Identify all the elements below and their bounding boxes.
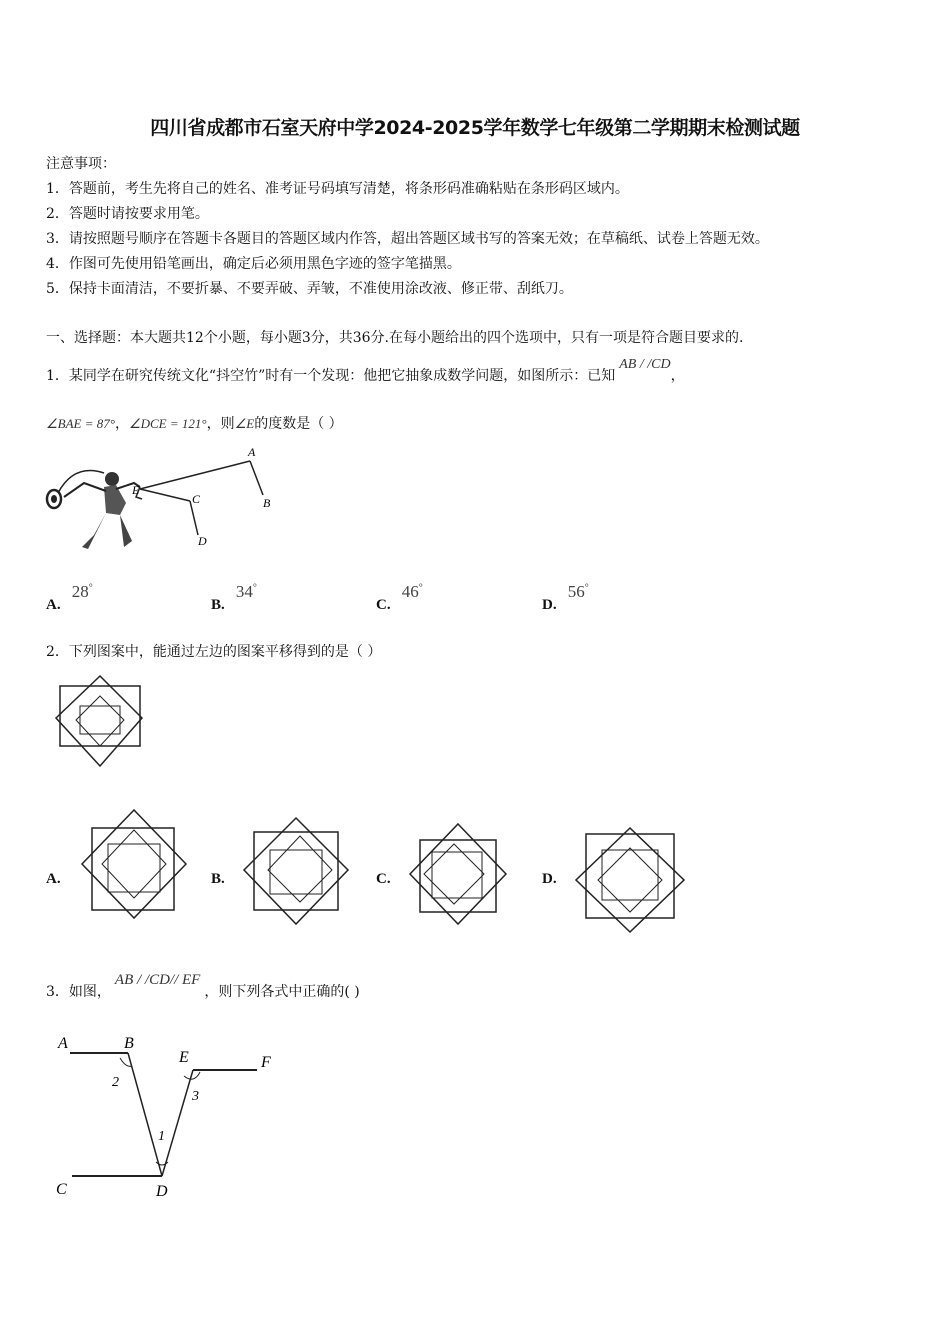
label-d: D: [156, 1183, 168, 1200]
label-b: B: [263, 496, 271, 510]
angle-3-label: 3: [192, 1089, 199, 1104]
math-parallel: AB / /CD: [619, 357, 671, 372]
label-b: B: [124, 1035, 134, 1052]
question-1-line-1: [46, 357, 685, 385]
label-c: C: [192, 492, 201, 506]
option-value: 34°: [235, 582, 257, 601]
question-1-line-2: [46, 413, 343, 433]
math-angle-dce: ∠DCE = 121°: [128, 416, 207, 431]
q2-option-a[interactable]: A.: [46, 871, 61, 887]
q1-option-a[interactable]: [46, 582, 93, 614]
math-angle-bae: ∠BAE = 87°: [46, 416, 115, 431]
q2-option-b-pattern: [240, 814, 356, 930]
q1-option-c[interactable]: [376, 582, 423, 614]
label-e: E: [179, 1049, 189, 1066]
q2-option-d-pattern: [570, 826, 690, 938]
option-value: 56°: [567, 582, 589, 601]
q1-comma: ，: [670, 368, 685, 384]
option-value: 28°: [71, 582, 93, 601]
note-item: 4．作图可先使用铅笔画出，确定后必须用黑色字迹的签字笔描黑。: [46, 256, 461, 272]
label-d: D: [198, 534, 207, 548]
question-3-text-b: ，则下列各式中正确的( ): [204, 984, 360, 1000]
section-heading: 一、选择题：本大题共12个小题，每小题3分，共36分.在每小题给出的四个选项中，只有一项是符合题目要求的.: [46, 330, 744, 346]
q2-option-d[interactable]: D.: [542, 871, 557, 887]
option-letter: B.: [211, 597, 225, 613]
label-a: A: [58, 1035, 68, 1052]
q1-sep: ，: [114, 416, 129, 432]
q1-then: ，则: [206, 416, 235, 432]
option-letter: A.: [46, 597, 61, 613]
question-3-text-a: 3．如图，: [46, 984, 111, 1000]
angle-2-label: 2: [112, 1075, 119, 1090]
q2-source-pattern: [46, 672, 156, 772]
q1-end: 的度数是（ ）: [254, 416, 343, 432]
question-1-text: 1．某同学在研究传统文化“抖空竹”时有一个发现：他把它抽象成数学问题，如图所示：已知: [46, 368, 616, 384]
note-item: 2．答题时请按要求用笔。: [46, 206, 209, 222]
math-parallel-3: AB / /CD// EF: [114, 972, 201, 988]
notes-heading: 注意事项：: [46, 156, 116, 172]
question-3-line: [46, 972, 360, 1001]
q2-option-c[interactable]: C.: [376, 871, 391, 887]
label-c: C: [56, 1181, 67, 1198]
label-a: A: [248, 445, 256, 459]
label-e: E: [132, 483, 140, 497]
q2-option-a-pattern: [76, 808, 194, 926]
note-item: 5．保持卡面清洁，不要折暴、不要弄破、弄皱，不准使用涂改液、修正带、刮纸刀。: [46, 281, 573, 297]
label-f: F: [261, 1054, 271, 1071]
figure-diabolo: [44, 443, 284, 558]
option-letter: D.: [542, 597, 557, 613]
math-angle-e: ∠E: [234, 416, 255, 431]
q2-option-c-pattern: [404, 820, 514, 930]
q1-option-b[interactable]: [211, 582, 257, 614]
page-title: 四川省成都市石室天府中学2024-2025学年数学七年级第二学期期末检测试题: [150, 117, 800, 139]
note-item: 3．请按照题号顺序在答题卡各题目的答题区域内作答，超出答题区域书写的答案无效；在草稿纸、试卷上答题无效。: [46, 231, 769, 247]
figure-parallel-lines: [50, 1028, 290, 1204]
question-2-text: 2．下列图案中，能通过左边的图案平移得到的是（ ）: [46, 644, 382, 660]
option-value: 46°: [401, 582, 423, 601]
angle-1-label: 1: [158, 1129, 165, 1144]
q2-option-b[interactable]: B.: [211, 871, 225, 887]
option-letter: C.: [376, 597, 391, 613]
q1-option-d[interactable]: [542, 582, 589, 614]
note-item: 1．答题前，考生先将自己的姓名、准考证号码填写清楚，将条形码准确粘贴在条形码区域内。: [46, 181, 629, 197]
